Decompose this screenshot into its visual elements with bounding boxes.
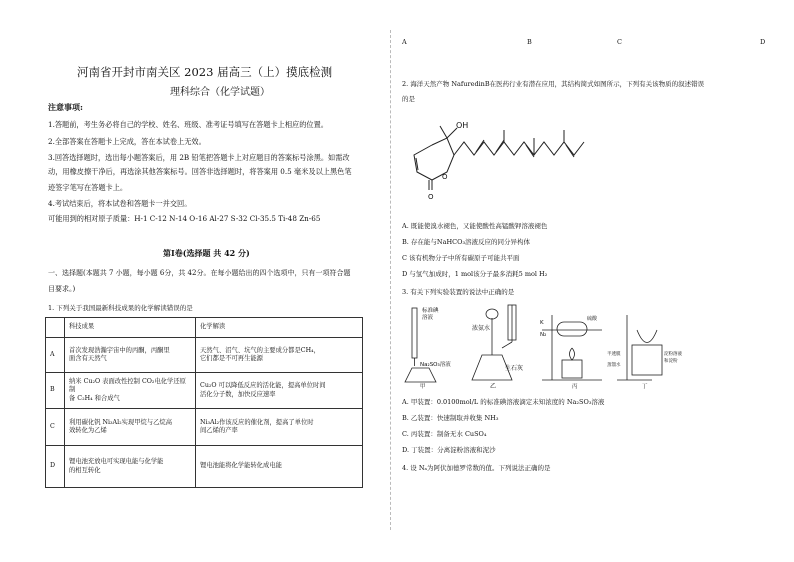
section-heading: 第Ⅰ卷(选择题 共 42 分) bbox=[163, 248, 250, 258]
question-2-option: C 该有机物分子中所有碳原子可能共平面 bbox=[402, 254, 520, 262]
table-cell: Cu₂O 可以降低反应的活化能，提高单位时间 活化分子数，加快反应速率 bbox=[196, 373, 363, 409]
question-4-stem: 4. 设 Nₐ为阿伏加德罗常数的值。下列说法正确的是 bbox=[402, 464, 551, 472]
table-cell: 纳米 Cu₂O 表面改性控制 CO₂电化学还原制 备 C₂H₄ 和合成气 bbox=[65, 373, 196, 409]
atomic-mass-line: 可能用到的相对原子质量：H-1 C-12 N-14 O-16 Al-27 S-32 Cl-35.5 Ti-48 Zn-65 bbox=[48, 214, 321, 223]
notice-line: 1.答题前，考生务必将自己的学校、姓名、班级、准考证号填写在答题卡上相应的位置。 bbox=[48, 120, 328, 129]
question-1-stem: 1. 下列关于我国最新科技成果的化学解读错误的是 bbox=[48, 304, 193, 312]
burette-label: 溶液 bbox=[422, 315, 434, 321]
column-divider bbox=[390, 30, 391, 530]
notice-line: 2.全部答案在答题卡上完成，答在本试卷上无效。 bbox=[48, 137, 206, 146]
oh-label: OH bbox=[456, 121, 469, 130]
section-intro: 目要求。) bbox=[48, 285, 76, 293]
table-cell: Ni₃Al₂作该反应的催化剂，提高了单位时 间乙烯的产率 bbox=[196, 409, 363, 446]
table-cell: 天然气、沼气、坑气的主要成分都是CH₄， 它们都是不可再生能源 bbox=[196, 338, 363, 373]
apparatus-figure bbox=[402, 300, 774, 390]
row-key: A bbox=[46, 338, 65, 373]
question-2-option: D 与氢气加成时，1 mol该分子最多消耗5 mol H₂ bbox=[402, 270, 548, 278]
fig-label-yi: 乙 bbox=[490, 383, 497, 390]
fig-label-ding: 丁 bbox=[642, 384, 648, 390]
starch-label: 淀粉溶液 bbox=[664, 352, 682, 357]
question-2-option: A. 既能使溴水褪色，又能使酸性高锰酸钾溶液褪色 bbox=[402, 222, 548, 230]
row-key: D bbox=[46, 446, 65, 488]
starch-label: 和淀粉 bbox=[664, 359, 678, 364]
valve-label: K bbox=[540, 320, 544, 326]
n2-label: N₂ bbox=[540, 332, 547, 338]
table-header: 科技成果 bbox=[65, 318, 196, 338]
table-row bbox=[46, 446, 363, 488]
table-row bbox=[46, 338, 363, 373]
row-key: C bbox=[46, 409, 65, 446]
notice-heading: 注意事项: bbox=[48, 102, 83, 112]
section-intro: 一、选择题(本题共 7 小题，每小题 6分，共 42分。在每小题给出的四个选项中，只有一项符合题 bbox=[48, 269, 351, 277]
table-cell: 利用碳化钒 Ni₃Al₂实现甲烷与乙烷高 效转化为乙烯 bbox=[65, 409, 196, 446]
notice-line: 迹签字笔写在答题卡上。 bbox=[48, 183, 128, 192]
question-3-option: D. 丁装置：分离淀粉溶液和泥沙 bbox=[402, 446, 496, 454]
question-3-option: A. 甲装置：0.0100mol/L 的标准碘溶液滴定未知浓度的 Na₂SO₃溶液 bbox=[402, 398, 605, 406]
notice-line: 3.回答选择题时，选出每小题答案后，用 2B 铅笔把答题卡上对应题目的答案标号涂黑。如需改 bbox=[48, 153, 350, 162]
q1-option: D bbox=[760, 38, 766, 46]
molecule-structure bbox=[402, 110, 592, 200]
table-header: 化学解读 bbox=[196, 318, 363, 338]
question-1-table bbox=[45, 317, 363, 488]
lime-label: 生石灰 bbox=[505, 365, 524, 372]
exam-subtitle: 理科综合（化学试题） bbox=[170, 87, 270, 98]
question-3-stem: 3. 有关下列实验装置的说法中正确的是 bbox=[402, 288, 515, 296]
question-2-stem: 2. 海洋天然产物 NafuredinB在医药行业有潜在应用，其结构简式如图所示，下列有关该物质的叙述错误 bbox=[402, 80, 705, 88]
question-3-option: C. 丙装置：制备无水 CuSO₄ bbox=[402, 430, 487, 438]
question-3-option: B. 乙装置：快速制取并收集 NH₃ bbox=[402, 414, 499, 422]
q1-option: C bbox=[617, 38, 622, 46]
salt-label: 硫酸 bbox=[587, 316, 598, 322]
burette-label: 标准碘 bbox=[422, 308, 439, 314]
q1-option: B bbox=[527, 38, 532, 46]
membrane-label: 半透膜 bbox=[607, 352, 621, 357]
q1-option: A bbox=[402, 38, 407, 46]
exam-title: 河南省开封市南关区 2023 届高三（上）摸底检测 bbox=[77, 65, 333, 79]
flask-label: Na₂SO₃溶液 bbox=[420, 362, 451, 368]
table-cell bbox=[46, 318, 65, 338]
notice-line: 4.考试结束后，将本试卷和答题卡一并交回。 bbox=[48, 199, 192, 208]
table-cell: 锂电池充放电可实现电能与化学能 的相互转化 bbox=[65, 446, 196, 488]
question-2-stem: 的是 bbox=[402, 95, 415, 103]
ammonia-label: 浓氨水 bbox=[472, 325, 491, 332]
fig-label-jia: 甲 bbox=[420, 384, 426, 390]
question-2-option: B. 存在能与NaHCO₃溶液反应的同分异构体 bbox=[402, 238, 531, 246]
table-cell: 首次发现浩瀚宇宙中的丙酮，丙酮里 面含有天然气 bbox=[65, 338, 196, 373]
table-row bbox=[46, 373, 363, 409]
carbonyl-oxygen-label: O bbox=[428, 193, 434, 200]
fig-label-bing: 丙 bbox=[572, 384, 578, 390]
row-key: B bbox=[46, 373, 65, 409]
notice-line: 动，用橡皮擦干净后，再选涂其他答案标号。回答非选择题时，将答案用 0.5 毫米及以上黑色笔 bbox=[48, 167, 352, 176]
table-cell: 锂电池能将化学能转化成电能 bbox=[196, 446, 363, 488]
water-label: 蒸馏水 bbox=[607, 363, 621, 368]
ring-oxygen-label: O bbox=[442, 173, 448, 181]
table-row bbox=[46, 409, 363, 446]
